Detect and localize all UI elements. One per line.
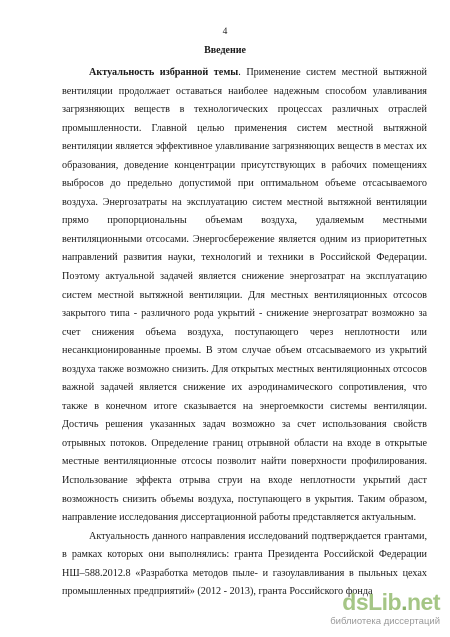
paragraph-text: . Применение систем местной вытяжной вентиляции продолжает оставаться наиболее надежным способом улавливания загрязняющих веществ в технологических процессах различных отраслей промышленности. Главной целью применения систем местной вытяжной вентиляции является эффективное улавливание загрязняющих веществ в местах их образования, доведение концентрации присутствующих в рабочих помещениях выбросов до предельно допустимой при оптимальном объеме отсасываемого воздуха. Энергозатраты на эксплуатацию систем местной вытяжной вентиляции прямо пропорциональны объемам воздуха, удаляемым местными вентиляционными отсосами. Энергосбережение является одним из приоритетных направлений развития науки, технологий и техники в Российской Федерации. Поэтому актуальной задачей является снижение энергозатрат на эксплуатацию систем местной вытяжной вентиляции. Для местных вентиляционных отсосов закрытого типа - различного рода укрытий - снижение энергозатрат возможно за счет снижения объема воздуха, поступающего через неплотности или несанкционированные проемы. В этом случае объем отсасываемого из укрытий воздуха также возможно снизить. Для открытых местных вентиляционных отсосов важной задачей является снижение их аэродинамического сопротивления, что также в конечном итоге сказывается на энергоемкости системы вентиляции. Достичь решения указанных задач возможно за счет использования свойств отрывных потоков. Определение границ отрывной области на входе в открытые местные вентиляционные отсосы позволит найти поверхности профилирования. Использование эффекта отрыва струи на входе неплотности укрытий даст возможность снизить объемы воздуха, поступающего в укрытия. Таким образом, направление исследования диссертационной работы представляется актуальным. [62,67,427,524]
watermark-caption: библиотека диссертаций [330,616,440,627]
section-heading: Введение [204,45,246,56]
page-number: 4 [222,27,228,37]
logo-main: dsLib [342,589,402,615]
logo-dot: . [401,589,407,615]
paragraph-text: Актуальность данного направления исследований подтверждается грантами, в рамках которых они выполнялись: гранта Президента Российской Федерации НШ–588.2012.8 «Разработка методов пыле- и газоулавливания в пыльных цехах промышленных предприятий» (2012 - 2013), гранта Российского фонда [62,530,427,598]
watermark-logo [310,589,440,615]
body-text [62,64,427,602]
watermark [310,589,440,631]
lead-bold-phrase: Актуальность избранной темы [89,67,239,78]
paragraph-relevance [62,64,427,528]
logo-tld: net [407,589,440,615]
